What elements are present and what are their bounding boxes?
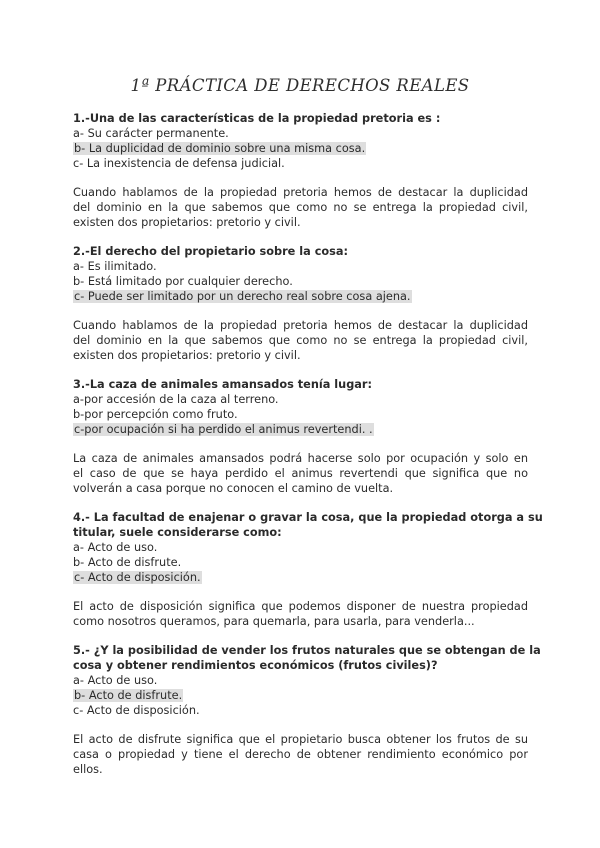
question-text: 3.-La caza de animales amansados tenía lugar:	[73, 378, 373, 391]
answer-option-correct	[73, 289, 528, 304]
explanation-line: El acto de disfrute significa que el propietario busca obtener los frutos de su	[73, 733, 528, 746]
explanation-line: volverán a casa porque no conocen el camino de vuelta.	[73, 482, 394, 495]
explanation-line: Cuando hablamos de la propiedad pretoria hemos de destacar la duplicidad	[73, 319, 528, 332]
question-section	[73, 510, 543, 629]
answer-option	[73, 540, 528, 555]
explanation-line: existen dos propietarios: pretorio y civil.	[73, 349, 301, 362]
explanation-line: del dominio en la que sabemos que como no se entrega la propiedad civil,	[73, 201, 528, 214]
explanation-line: casa o propiedad y tiene el derecho de obtener rendimiento económico por	[73, 748, 528, 761]
answer-option-correct	[73, 422, 528, 437]
question-text: 1.-Una de las características de la propiedad pretoria es :	[73, 112, 441, 125]
answer-option-correct	[73, 688, 528, 703]
answer-option-correct	[73, 570, 528, 585]
page-title: 1ª PRÁCTICA DE DERECHOS REALES	[130, 76, 470, 95]
explanation-paragraph	[73, 732, 528, 777]
option-label: c-por ocupación si ha perdido el animus revertendi. .	[74, 423, 373, 436]
explanation-paragraph	[73, 451, 528, 496]
answer-option	[73, 555, 528, 570]
question-text: titular, suele considerarse como:	[73, 526, 282, 539]
option-label: a- Su carácter permanente.	[73, 127, 229, 140]
answer-option	[73, 259, 528, 274]
explanation-line: Cuando hablamos de la propiedad pretoria hemos de destacar la duplicidad	[73, 186, 528, 199]
answer-option	[73, 126, 528, 141]
option-label: c- La inexistencia de defensa judicial.	[73, 157, 285, 170]
answer-option	[73, 156, 528, 171]
option-label: b-por percepción como fruto.	[73, 408, 238, 421]
option-label: a- Acto de uso.	[73, 541, 158, 554]
question-text: 2.-El derecho del propietario sobre la cosa:	[73, 245, 349, 258]
explanation-paragraph	[73, 318, 528, 363]
option-label: b- Acto de disfrute.	[74, 689, 183, 702]
explanation-line: como nosotros queramos, para quemarla, para usarla, para venderla...	[73, 615, 475, 628]
questions-container	[73, 111, 543, 777]
answer-option	[73, 673, 528, 688]
answer-option	[73, 274, 528, 289]
option-label: c- Acto de disposición.	[73, 704, 200, 717]
explanation-line: El acto de disposición significa que podemos disponer de nuestra propiedad	[73, 600, 528, 613]
option-label: c- Puede ser limitado por un derecho real sobre cosa ajena.	[74, 290, 411, 303]
explanation-line: del dominio en la que sabemos que como no se entrega la propiedad civil,	[73, 334, 528, 347]
option-label: a- Acto de uso.	[73, 674, 158, 687]
explanation-line: La caza de animales amansados podrá hacerse solo por ocupación y solo en	[73, 452, 528, 465]
explanation-paragraph	[73, 599, 528, 629]
option-label: a- Es ilimitado.	[73, 260, 157, 273]
question-section	[73, 643, 541, 777]
answer-option	[73, 703, 528, 718]
question-section	[73, 111, 528, 230]
option-label: a-por accesión de la caza al terreno.	[73, 393, 279, 406]
option-label: b- Está limitado por cualquier derecho.	[73, 275, 293, 288]
answer-option	[73, 392, 528, 407]
answer-option-correct	[73, 141, 528, 156]
option-label: c- Acto de disposición.	[74, 571, 201, 584]
option-label: b- Acto de disfrute.	[73, 556, 182, 569]
question-text: 4.- La facultad de enajenar o gravar la cosa, que la propiedad otorga a su	[73, 511, 543, 524]
explanation-line: existen dos propietarios: pretorio y civil.	[73, 216, 301, 229]
option-label: b- La duplicidad de dominio sobre una misma cosa.	[74, 142, 366, 155]
explanation-paragraph	[73, 185, 528, 230]
explanation-line: ellos.	[73, 763, 103, 776]
answer-option	[73, 407, 528, 422]
explanation-line: el caso de que se haya perdido el animus revertendi que significa que no	[73, 467, 528, 480]
question-section	[73, 244, 528, 363]
question-section	[73, 377, 528, 496]
question-text: 5.- ¿Y la posibilidad de vender los frutos naturales que se obtengan de la	[73, 644, 541, 657]
question-text: cosa y obtener rendimientos económicos (frutos civiles)?	[73, 659, 438, 672]
